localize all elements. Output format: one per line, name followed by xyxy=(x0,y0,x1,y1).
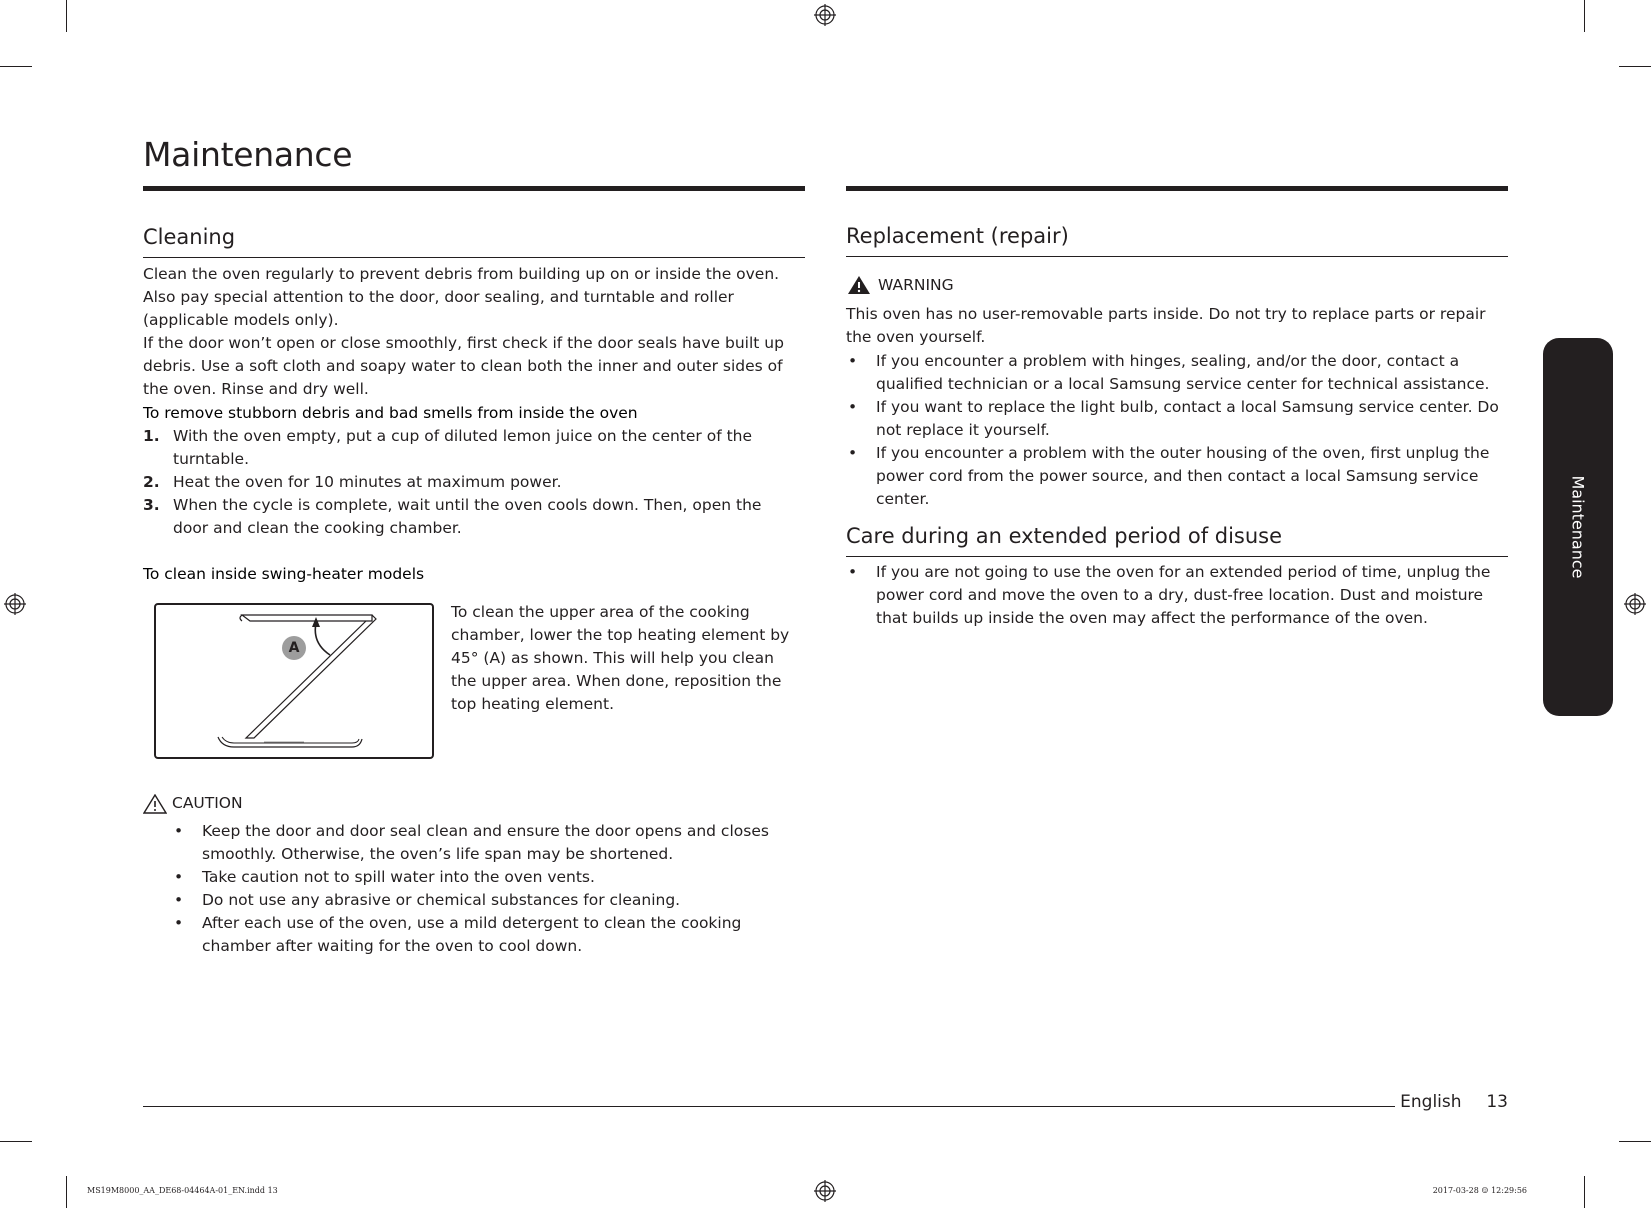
list-item: • If you want to replace the light bulb, contact a local Samsung service center. Do not replace it yourself. xyxy=(846,396,1508,442)
list-item: • After each use of the oven, use a mild detergent to clean the cooking chamber after waiting for the oven to cool down. xyxy=(172,912,797,958)
caution-icon xyxy=(143,794,167,814)
title-rule-left xyxy=(143,186,805,191)
step-text: With the oven empty, put a cup of diluted lemon juice on the center of the turntable. xyxy=(173,427,753,468)
replacement-list xyxy=(846,350,1508,511)
step-number: 1. xyxy=(143,427,160,445)
step-text: Heat the oven for 10 minutes at maximum power. xyxy=(173,473,562,491)
registration-mark-icon xyxy=(4,593,26,615)
crop-mark xyxy=(1619,1141,1651,1142)
warning-icon xyxy=(847,275,871,295)
list-item: • Take caution not to spill water into the oven vents. xyxy=(172,866,797,889)
caution-list xyxy=(172,820,797,958)
replacement-heading: Replacement (repair) xyxy=(846,224,1069,248)
title-rule-right xyxy=(846,186,1508,191)
side-tab-label: Maintenance xyxy=(1568,475,1588,579)
disuse-heading: Care during an extended period of disuse xyxy=(846,524,1283,548)
cleaning-intro-1: Clean the oven regularly to prevent debris from building up on or inside the oven. Also pay special attention to the door, door sealing, and turntable and roller (applicable models only). xyxy=(143,265,780,329)
step-text: When the cycle is complete, wait until the oven cools down. Then, open the door and clean the cooking chamber. xyxy=(173,496,762,537)
footer-rule xyxy=(143,1106,1395,1107)
figure-description: To clean the upper area of the cooking chamber, lower the top heating element by 45° (A) as shown. This will help you clean the upper area. When done, reposition the top heating element. xyxy=(451,603,790,713)
crop-mark xyxy=(0,1141,32,1142)
page-footer xyxy=(1400,1092,1508,1112)
list-item: • Keep the door and door seal clean and ensure the door opens and closes smoothly. Otherwise, the oven’s life span may be shortened. xyxy=(172,820,797,866)
swing-heater-heading: To clean inside swing-heater models xyxy=(143,565,425,583)
page-number: 13 xyxy=(1486,1092,1508,1112)
disuse-heading-rule xyxy=(846,556,1508,557)
list-item: • Do not use any abrasive or chemical substances for cleaning. xyxy=(172,889,797,912)
list-item xyxy=(143,425,783,471)
footer-language: English xyxy=(1400,1092,1462,1112)
crop-mark xyxy=(1619,66,1651,67)
registration-mark-icon xyxy=(1624,593,1646,615)
step-number: 3. xyxy=(143,496,160,514)
crop-mark xyxy=(1584,0,1585,32)
crop-mark xyxy=(66,0,67,32)
warning-label: WARNING xyxy=(878,276,954,294)
list-item xyxy=(143,494,783,540)
cleaning-steps xyxy=(143,425,783,540)
slug-filename: MS19M8000_AA_DE68-04464A-01_EN.indd 13 xyxy=(87,1186,278,1195)
replacement-heading-rule xyxy=(846,256,1508,257)
cleaning-heading: Cleaning xyxy=(143,225,236,249)
page-title: Maintenance xyxy=(143,135,353,174)
step-number: 2. xyxy=(143,473,160,491)
crop-mark xyxy=(66,1176,67,1208)
cleaning-heading-rule xyxy=(143,257,805,258)
list-item xyxy=(143,471,783,494)
list-item: • If you encounter a problem with hinges, sealing, and/or the door, contact a qualified technician or a local Samsung service center for technical assistance. xyxy=(846,350,1508,396)
crop-mark xyxy=(1584,1176,1585,1208)
figure-label-a: A xyxy=(282,636,306,660)
slug-timestamp: 2017-03-28 ☺ 12:29:56 xyxy=(1432,1186,1527,1195)
list-item: • If you are not going to use the oven for an extended period of time, unplug the power cord and move the oven to a dry, dust-free location. Dust and moisture that builds up inside the oven may affect the performance of the oven. xyxy=(846,561,1508,630)
stubborn-heading: To remove stubborn debris and bad smells from inside the oven xyxy=(143,404,638,422)
caution-label: CAUTION xyxy=(172,794,243,812)
cleaning-intro-2: If the door won’t open or close smoothly, first check if the door seals have built up debris. Use a soft cloth and soapy water to clean both the inner and outer sides of the oven. Rinse and dry well. xyxy=(143,334,784,398)
disuse-list xyxy=(846,561,1508,630)
list-item: • If you encounter a problem with the outer housing of the oven, first unplug the power cord from the power source, and then contact a local Samsung service center. xyxy=(846,442,1508,511)
section-side-tab xyxy=(1543,338,1613,716)
crop-mark xyxy=(0,66,32,67)
registration-mark-icon xyxy=(814,4,836,26)
warning-text: This oven has no user-removable parts inside. Do not try to replace parts or repair the oven yourself. xyxy=(846,305,1486,346)
registration-mark-icon xyxy=(814,1180,836,1202)
swing-heater-illustration xyxy=(154,603,434,759)
